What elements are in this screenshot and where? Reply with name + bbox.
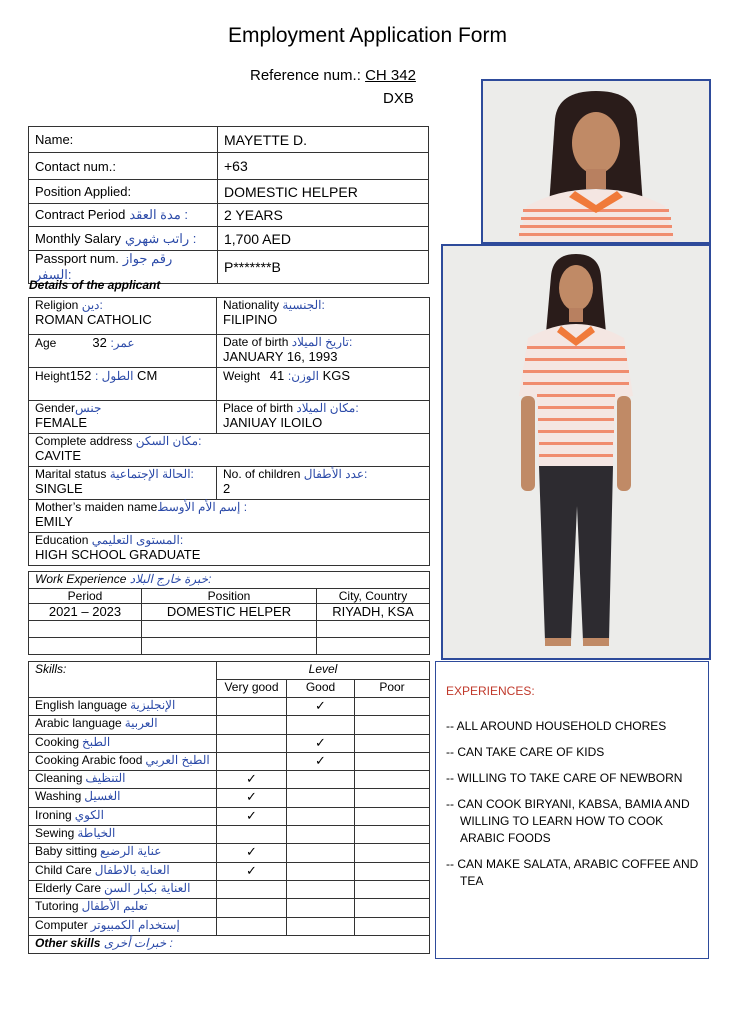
skill-level-cell xyxy=(287,844,355,862)
form-title: Employment Application Form xyxy=(228,24,507,47)
check-mark-icon: ✓ xyxy=(315,698,326,713)
skill-level-cell xyxy=(287,716,355,734)
gender-label: Gender xyxy=(35,401,76,415)
work-cell xyxy=(142,638,317,655)
education-cell xyxy=(29,533,430,566)
weight-value: 41 KGS xyxy=(269,368,351,383)
skill-level-cell xyxy=(355,716,430,734)
maiden-arabic: إسم الأم الأوسط : xyxy=(157,500,248,514)
check-mark-icon: ✓ xyxy=(246,771,257,787)
skill-level-cell xyxy=(355,698,430,716)
details-title: Details of the applicant xyxy=(29,278,161,292)
skill-level-cell xyxy=(355,789,430,807)
height-label: Height xyxy=(35,369,70,383)
children-arabic: عدد الأطفال: xyxy=(303,467,368,481)
personal-value: 2 YEARS xyxy=(218,204,429,227)
education-label: Education xyxy=(35,533,89,547)
applicant-headshot-photo xyxy=(481,79,711,244)
personal-row xyxy=(29,153,429,180)
address-label: Complete address xyxy=(35,434,133,448)
reference-number xyxy=(250,67,416,84)
maiden-label: Mother’s maiden name xyxy=(35,500,158,514)
skill-label-arabic: الكوي xyxy=(74,807,104,822)
skill-label-cell xyxy=(29,844,217,862)
work-row xyxy=(29,638,430,655)
work-cell xyxy=(317,638,430,655)
skill-level-cell xyxy=(217,716,287,734)
skill-label: Sewing xyxy=(35,826,75,841)
children-label: No. of children xyxy=(223,467,301,481)
age-value: 32 xyxy=(92,335,107,350)
work-cell: 2021 – 2023 xyxy=(29,604,142,621)
skill-label: Tutoring xyxy=(35,899,79,914)
maiden-value: EMILY xyxy=(35,514,74,529)
skill-level-cell xyxy=(287,789,355,807)
skill-level-cell xyxy=(287,899,355,917)
religion-cell xyxy=(29,298,217,335)
work-row xyxy=(29,621,430,638)
skill-row xyxy=(29,844,430,862)
skill-label-cell xyxy=(29,716,217,734)
reference-value: CH 342 xyxy=(365,67,416,84)
skill-label-arabic: الإنجليزية xyxy=(130,698,176,712)
experience-item: -- WILLING TO TAKE CARE OF NEWBORN xyxy=(446,771,683,785)
experiences-box xyxy=(435,661,709,959)
skill-level-cell xyxy=(217,734,287,752)
skill-level-cell xyxy=(217,752,287,770)
applicant-full-body-photo xyxy=(441,244,711,660)
personal-label: Position Applied: xyxy=(35,184,132,199)
check-mark-icon: ✓ xyxy=(246,789,257,805)
skill-row xyxy=(29,771,430,789)
skill-level-cell xyxy=(217,862,287,880)
skill-level-cell xyxy=(217,789,287,807)
birthplace-cell xyxy=(217,401,430,434)
experience-item: -- CAN TAKE CARE OF KIDS xyxy=(446,745,605,759)
skill-level-cell xyxy=(217,771,287,789)
skill-row xyxy=(29,789,430,807)
skill-label-cell xyxy=(29,807,217,825)
skill-level-cell xyxy=(217,880,287,898)
skill-level-cell xyxy=(355,844,430,862)
other-skills-arabic: خبرات أخرى : xyxy=(103,935,173,950)
skill-level-cell xyxy=(287,752,355,770)
check-mark-icon: ✓ xyxy=(246,844,257,860)
skill-label-arabic: تعليم الأطفال xyxy=(81,899,148,914)
address-value: CAVITE xyxy=(35,448,81,463)
personal-label: Monthly Salary xyxy=(35,230,121,246)
skill-level-cell xyxy=(287,734,355,752)
skill-row xyxy=(29,862,430,880)
skill-level-cell xyxy=(355,880,430,898)
headshot-illustration xyxy=(483,81,709,242)
education-arabic: المستوى التعليمي: xyxy=(91,533,184,547)
skill-level-cell xyxy=(217,899,287,917)
skills-blank-header xyxy=(29,680,217,698)
skill-level-cell xyxy=(217,844,287,862)
experiences-title: EXPERIENCES: xyxy=(446,684,535,698)
personal-label-cell xyxy=(29,180,218,204)
dob-label: Date of birth xyxy=(223,335,289,349)
age-arabic: عمر: xyxy=(110,336,135,350)
birthplace-value: JANIUAY ILOILO xyxy=(223,415,323,430)
birthplace-arabic: مكان الميلاد: xyxy=(296,401,359,415)
skill-label: Cooking xyxy=(35,734,80,749)
level-poor: Poor xyxy=(355,680,430,698)
full-body-illustration xyxy=(443,246,709,658)
age-label: Age xyxy=(35,336,57,350)
height-cell xyxy=(29,368,217,401)
skill-label-arabic: العناية بالاطفال xyxy=(94,862,170,877)
skill-level-cell xyxy=(355,917,430,935)
marital-cell xyxy=(29,467,217,500)
skill-level-cell xyxy=(287,862,355,880)
personal-label: Passport num. xyxy=(35,251,119,266)
work-title-arabic: خبرة خارج البلاد: xyxy=(129,572,212,586)
skill-label-arabic: إستخدام الكمبيوتر xyxy=(90,917,180,932)
other-skills-label: Other skills xyxy=(35,935,101,950)
skill-level-cell xyxy=(355,862,430,880)
personal-label-cell xyxy=(29,227,218,251)
skill-label: Ironing xyxy=(35,807,72,822)
nationality-arabic: الجنسية: xyxy=(282,298,325,312)
personal-value: P*******B xyxy=(218,251,429,284)
skill-label: Baby sitting xyxy=(35,844,98,859)
personal-label-arabic: رقم جواز السفر: xyxy=(35,251,173,282)
skill-label-arabic: عناية الرضيع xyxy=(100,844,162,859)
dob-cell xyxy=(217,335,430,368)
skill-row xyxy=(29,734,430,752)
details-table xyxy=(28,297,430,566)
personal-info-table xyxy=(28,126,429,284)
personal-value: MAYETTE D. xyxy=(218,127,429,153)
skill-label-cell xyxy=(29,880,217,898)
personal-label-cell xyxy=(29,153,218,180)
personal-label-arabic: راتب شهري : xyxy=(124,230,197,246)
skill-level-cell xyxy=(355,826,430,844)
check-mark-icon: ✓ xyxy=(315,734,326,750)
address-arabic: مكان السكن: xyxy=(135,434,202,448)
skill-level-cell xyxy=(355,771,430,789)
skill-label-arabic: العناية بكبار السن xyxy=(104,880,191,895)
experience-item: -- CAN COOK BIRYANI, KABSA, BAMIA AND WILLING TO LEARN HOW TO COOK ARABIC FOODS xyxy=(446,797,690,845)
weight-arabic: الوزن: xyxy=(287,369,319,383)
skill-level-cell xyxy=(217,807,287,825)
weight-label: Weight xyxy=(223,369,261,383)
children-value: 2 xyxy=(223,481,231,496)
skill-label: Child Care xyxy=(35,862,92,877)
personal-label: Contact num.: xyxy=(35,158,116,174)
skills-table xyxy=(28,661,430,954)
check-mark-icon: ✓ xyxy=(315,752,326,768)
skill-label-arabic: العربية xyxy=(124,716,158,731)
skill-row xyxy=(29,807,430,825)
skill-label-cell xyxy=(29,917,217,935)
height-value: 152 CM xyxy=(69,368,158,383)
skill-label-cell xyxy=(29,826,217,844)
skill-label: Arabic language xyxy=(35,716,122,731)
personal-row xyxy=(29,127,429,153)
other-skills-row xyxy=(29,935,430,953)
nationality-cell xyxy=(217,298,430,335)
work-cell xyxy=(29,621,142,638)
marital-label: Marital status xyxy=(35,467,107,481)
skill-label: Cleaning xyxy=(35,771,83,786)
gender-value: FEMALE xyxy=(35,415,88,430)
work-experience-title xyxy=(29,572,430,589)
work-title-label: Work Experience xyxy=(35,572,127,586)
skill-row xyxy=(29,716,430,734)
nationality-value: FILIPINO xyxy=(223,312,278,327)
maiden-cell xyxy=(29,500,430,533)
skill-label-arabic: التنظيف xyxy=(85,771,126,786)
skill-label-cell xyxy=(29,734,217,752)
work-experience-table xyxy=(28,571,430,655)
work-cell: DOMESTIC HELPER xyxy=(142,604,317,621)
skill-level-cell xyxy=(217,917,287,935)
experiences-list xyxy=(436,718,708,890)
skill-label-cell xyxy=(29,862,217,880)
skill-label-arabic: الطبخ xyxy=(82,734,111,749)
personal-label: Contract Period xyxy=(35,207,126,222)
personal-row xyxy=(29,204,429,227)
level-very-good: Very good xyxy=(217,680,287,698)
skill-label-cell xyxy=(29,752,217,770)
skill-label-cell xyxy=(29,899,217,917)
skill-label-cell xyxy=(29,789,217,807)
skills-title: Skills: xyxy=(29,662,217,680)
skill-level-cell xyxy=(355,899,430,917)
work-row xyxy=(29,604,430,621)
skill-row xyxy=(29,899,430,917)
skill-label: Washing xyxy=(35,789,82,804)
education-value: HIGH SCHOOL GRADUATE xyxy=(35,547,201,562)
skill-label-arabic: الغسيل xyxy=(84,789,121,804)
address-cell xyxy=(29,434,430,467)
skill-level-cell xyxy=(287,826,355,844)
skill-level-cell xyxy=(217,826,287,844)
skills-level-header: Level xyxy=(217,662,430,680)
skill-label: English language xyxy=(35,698,128,712)
marital-arabic: الحالة الإجتماعية: xyxy=(109,467,194,481)
skill-row xyxy=(29,752,430,770)
reference-branch: DXB xyxy=(383,90,414,107)
personal-value: 1,700 AED xyxy=(218,227,429,251)
dob-value: JANUARY 16, 1993 xyxy=(223,349,338,364)
work-header-row xyxy=(29,589,430,604)
work-header-cell: Position xyxy=(142,589,317,604)
personal-value: +63 xyxy=(218,153,429,180)
personal-row xyxy=(29,180,429,204)
skill-row xyxy=(29,826,430,844)
work-cell xyxy=(29,638,142,655)
children-cell xyxy=(217,467,430,500)
skill-label: Computer xyxy=(35,917,88,932)
personal-label-arabic: مدة العقد : xyxy=(129,207,189,222)
skill-row xyxy=(29,880,430,898)
personal-value: DOMESTIC HELPER xyxy=(218,180,429,204)
birthplace-label: Place of birth xyxy=(223,401,294,415)
skill-level-cell xyxy=(287,880,355,898)
gender-cell xyxy=(29,401,217,434)
gender-arabic: جنس xyxy=(75,401,102,415)
work-cell: RIYADH, KSA xyxy=(317,604,430,621)
age-cell xyxy=(29,335,217,368)
skill-level-cell xyxy=(287,807,355,825)
religion-value: ROMAN CATHOLIC xyxy=(35,312,152,327)
personal-label: Name: xyxy=(35,132,74,147)
religion-label: Religion xyxy=(35,298,79,312)
personal-row xyxy=(29,227,429,251)
reference-label: Reference num.: xyxy=(250,67,361,84)
check-mark-icon: ✓ xyxy=(246,862,257,878)
personal-label-cell xyxy=(29,204,218,227)
weight-cell xyxy=(217,368,430,401)
skill-label-cell xyxy=(29,698,217,716)
skill-label-arabic: الخياطة xyxy=(77,826,116,841)
skill-level-cell xyxy=(217,698,287,716)
skill-row xyxy=(29,917,430,935)
work-cell xyxy=(317,621,430,638)
skill-level-cell xyxy=(287,917,355,935)
experience-item: -- CAN MAKE SALATA, ARABIC COFFEE AND TEA xyxy=(446,857,699,888)
skill-label-arabic: الطبخ العربي xyxy=(145,752,210,767)
height-arabic: الطول : xyxy=(95,369,134,383)
religion-arabic: دين: xyxy=(81,298,103,312)
check-mark-icon: ✓ xyxy=(246,807,257,823)
skill-label-cell xyxy=(29,771,217,789)
skill-label: Cooking Arabic food xyxy=(35,752,143,767)
dob-arabic: تاريخ الميلاد: xyxy=(291,335,353,349)
work-cell xyxy=(142,621,317,638)
skill-label: Elderly Care xyxy=(35,880,102,895)
skill-level-cell xyxy=(355,807,430,825)
marital-value: SINGLE xyxy=(35,481,83,496)
nationality-label: Nationality xyxy=(223,298,280,312)
level-good: Good xyxy=(287,680,355,698)
skill-level-cell xyxy=(355,734,430,752)
skill-level-cell xyxy=(355,752,430,770)
skill-row xyxy=(29,698,430,716)
skill-level-cell xyxy=(287,698,355,716)
personal-label-cell xyxy=(29,127,218,153)
work-header-cell: City, Country xyxy=(317,589,430,604)
work-header-cell: Period xyxy=(29,589,142,604)
skill-level-cell xyxy=(287,771,355,789)
experience-item: -- ALL AROUND HOUSEHOLD CHORES xyxy=(446,719,667,733)
